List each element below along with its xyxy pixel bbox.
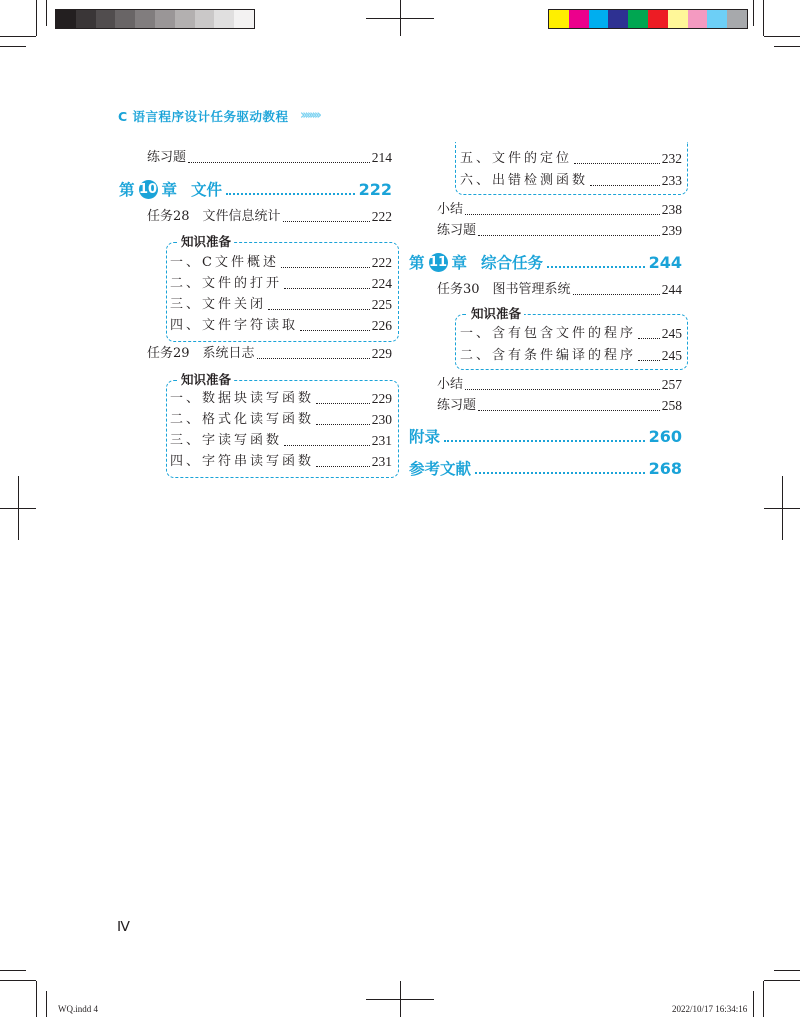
toc-item-title: 三、字读写函数 xyxy=(170,433,283,448)
color-swatch xyxy=(648,10,668,28)
header-chevrons: ›››››››› xyxy=(300,108,319,123)
toc-item-title: 二、格式化读写函数 xyxy=(170,412,315,427)
gray-swatch xyxy=(175,10,195,28)
gray-swatch xyxy=(115,10,135,28)
footer-timestamp: 2022/10/17 16:34:16 xyxy=(672,1004,748,1014)
color-swatch xyxy=(569,10,589,28)
toc-exercise[interactable]: 练习题 239 xyxy=(437,223,682,238)
color-swatch xyxy=(688,10,708,28)
gray-swatch xyxy=(234,10,254,28)
toc-item-title: 六、出错检测函数 xyxy=(460,173,589,188)
toc-summary[interactable]: 小结 257 xyxy=(437,377,682,392)
toc-item-title: 一、数据块读写函数 xyxy=(170,391,315,406)
toc-exercise[interactable]: 练习题 258 xyxy=(437,398,682,413)
toc-item-page: 229 xyxy=(371,391,392,406)
chapter-number-badge: 11 xyxy=(428,255,448,270)
toc-chapter-10[interactable]: 第 10 章 文件 222 xyxy=(119,180,392,199)
toc-item-page: 226 xyxy=(371,318,392,333)
toc-references[interactable]: 参考文献 268 xyxy=(409,459,682,478)
toc-item-page: 233 xyxy=(661,173,682,188)
toc-item[interactable] xyxy=(170,318,392,334)
color-swatch xyxy=(589,10,609,28)
toc-item-title: 二、含有条件编译的程序 xyxy=(460,348,637,363)
toc-exercise[interactable]: 练习题 214 xyxy=(147,150,392,165)
toc-item-title: 四、字符串读写函数 xyxy=(170,454,315,469)
toc-item[interactable] xyxy=(170,433,392,449)
toc-item-title: 五、文件的定位 xyxy=(460,151,573,166)
toc-item-page: 245 xyxy=(661,348,682,363)
toc-item[interactable] xyxy=(170,391,392,407)
toc-task-28[interactable]: 任务28 文件信息统计 222 xyxy=(147,209,392,224)
toc-item-page: 222 xyxy=(371,255,392,270)
toc-item-title: 一、含有包含文件的程序 xyxy=(460,326,637,341)
toc-item[interactable] xyxy=(460,173,682,189)
running-header-title: C 语言程序设计任务驱动教程 xyxy=(118,109,289,124)
toc-item[interactable] xyxy=(170,297,392,313)
toc-item-title: 一、C文件概述 xyxy=(170,255,279,270)
gray-swatch xyxy=(96,10,116,28)
gray-swatch xyxy=(155,10,175,28)
toc-item-page: 224 xyxy=(371,276,392,291)
color-swatch xyxy=(707,10,727,28)
toc-item[interactable] xyxy=(460,326,682,342)
color-swatch xyxy=(608,10,628,28)
toc-item-page: 245 xyxy=(661,326,682,341)
toc-item[interactable] xyxy=(170,454,392,470)
color-swatch xyxy=(549,10,569,28)
gray-swatch xyxy=(195,10,215,28)
toc-item[interactable] xyxy=(170,412,392,428)
toc-item-title: 四、文件字符读取 xyxy=(170,318,299,333)
toc-item-page: 225 xyxy=(371,297,392,312)
grayscale-color-bar xyxy=(55,9,255,29)
toc-item-title: 三、文件关闭 xyxy=(170,297,267,312)
gray-swatch xyxy=(76,10,96,28)
toc-item-page: 231 xyxy=(371,454,392,469)
knowledge-box-label: 知识准备 xyxy=(178,373,234,387)
toc-task-29[interactable]: 任务29 系统日志 229 xyxy=(147,346,392,361)
toc-chapter-11[interactable]: 第 11 章 综合任务 244 xyxy=(409,253,682,272)
toc-item-page: 231 xyxy=(371,433,392,448)
gray-swatch xyxy=(56,10,76,28)
gray-swatch xyxy=(214,10,234,28)
color-swatch xyxy=(668,10,688,28)
page-number: Ⅳ xyxy=(117,920,130,935)
toc-item[interactable] xyxy=(170,276,392,292)
toc-summary[interactable]: 小结 238 xyxy=(437,202,682,217)
toc-item[interactable] xyxy=(460,348,682,364)
chapter-number-badge: 10 xyxy=(138,182,158,197)
toc-item[interactable] xyxy=(460,151,682,167)
color-swatch xyxy=(628,10,648,28)
toc-item-page: 232 xyxy=(661,151,682,166)
gray-swatch xyxy=(135,10,155,28)
knowledge-box-label: 知识准备 xyxy=(468,307,524,321)
toc-item-page: 230 xyxy=(371,412,392,427)
knowledge-box-label: 知识准备 xyxy=(178,235,234,249)
toc-task-30[interactable]: 任务30 图书管理系统 244 xyxy=(437,282,682,297)
color-swatch xyxy=(727,10,747,28)
toc-item-title: 二、文件的打开 xyxy=(170,276,283,291)
toc-appendix[interactable]: 附录 260 xyxy=(409,427,682,446)
toc-item[interactable] xyxy=(170,255,392,271)
process-color-bar xyxy=(548,9,748,29)
footer-filename: WQ.indd 4 xyxy=(58,1004,98,1014)
